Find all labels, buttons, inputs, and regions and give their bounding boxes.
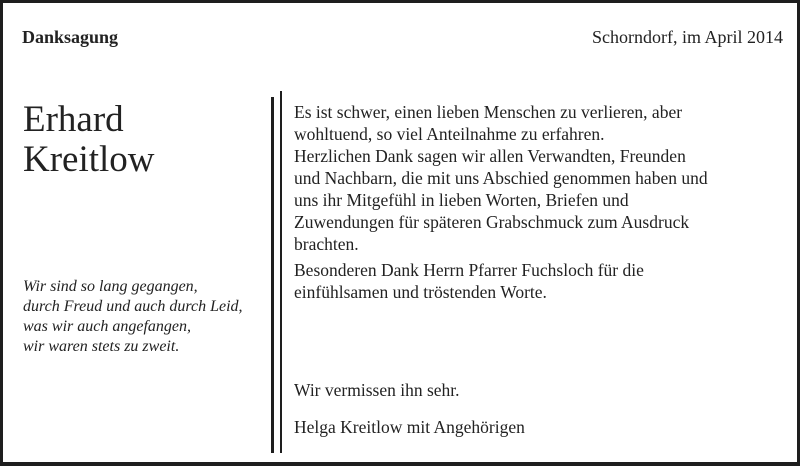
deceased-name — [23, 100, 155, 180]
text-line: Zuwendungen für späteren Grabschmuck zum Ausdruck — [294, 212, 690, 232]
poem-line: durch Freud und auch durch Leid, — [23, 298, 243, 315]
text-line: Es ist schwer, einen lieben Menschen zu verlieren, aber — [294, 102, 683, 122]
text-line: Herzlichen Dank sagen wir allen Verwandten, Freunden — [294, 146, 686, 166]
thank-you-text — [294, 101, 794, 307]
text-line: und Nachbarn, die mit uns Abschied genommen haben und — [294, 168, 708, 188]
divider-thick — [271, 97, 274, 453]
notice-heading: Danksagung — [22, 27, 119, 47]
text-line: einfühlsamen und tröstenden Worte. — [294, 282, 547, 302]
text-line: Besonderen Dank Herrn Pfarrer Fuchsloch für die — [294, 260, 644, 280]
text-line: uns ihr Mitgefühl in lieben Worten, Briefen und — [294, 190, 629, 210]
place-date: Schorndorf, im April 2014 — [592, 27, 783, 47]
text-line: wohltuend, so viel Anteilnahme zu erfahren. — [294, 124, 605, 144]
poem-line: Wir sind so lang gegangen, — [23, 278, 198, 295]
divider-thin — [280, 91, 282, 453]
closing-line: Wir vermissen ihn sehr. — [294, 380, 460, 400]
poem-line: wir waren stets zu zweit. — [23, 338, 180, 355]
paragraph — [294, 145, 794, 255]
first-name: Erhard — [23, 99, 124, 140]
signature: Helga Kreitlow mit Angehörigen — [294, 417, 525, 437]
last-name: Kreitlow — [23, 139, 155, 180]
paragraph — [294, 101, 794, 145]
text-line: brachten. — [294, 234, 359, 254]
paragraph — [294, 259, 794, 303]
poem — [23, 277, 243, 357]
poem-line: was wir auch angefangen, — [23, 318, 191, 335]
